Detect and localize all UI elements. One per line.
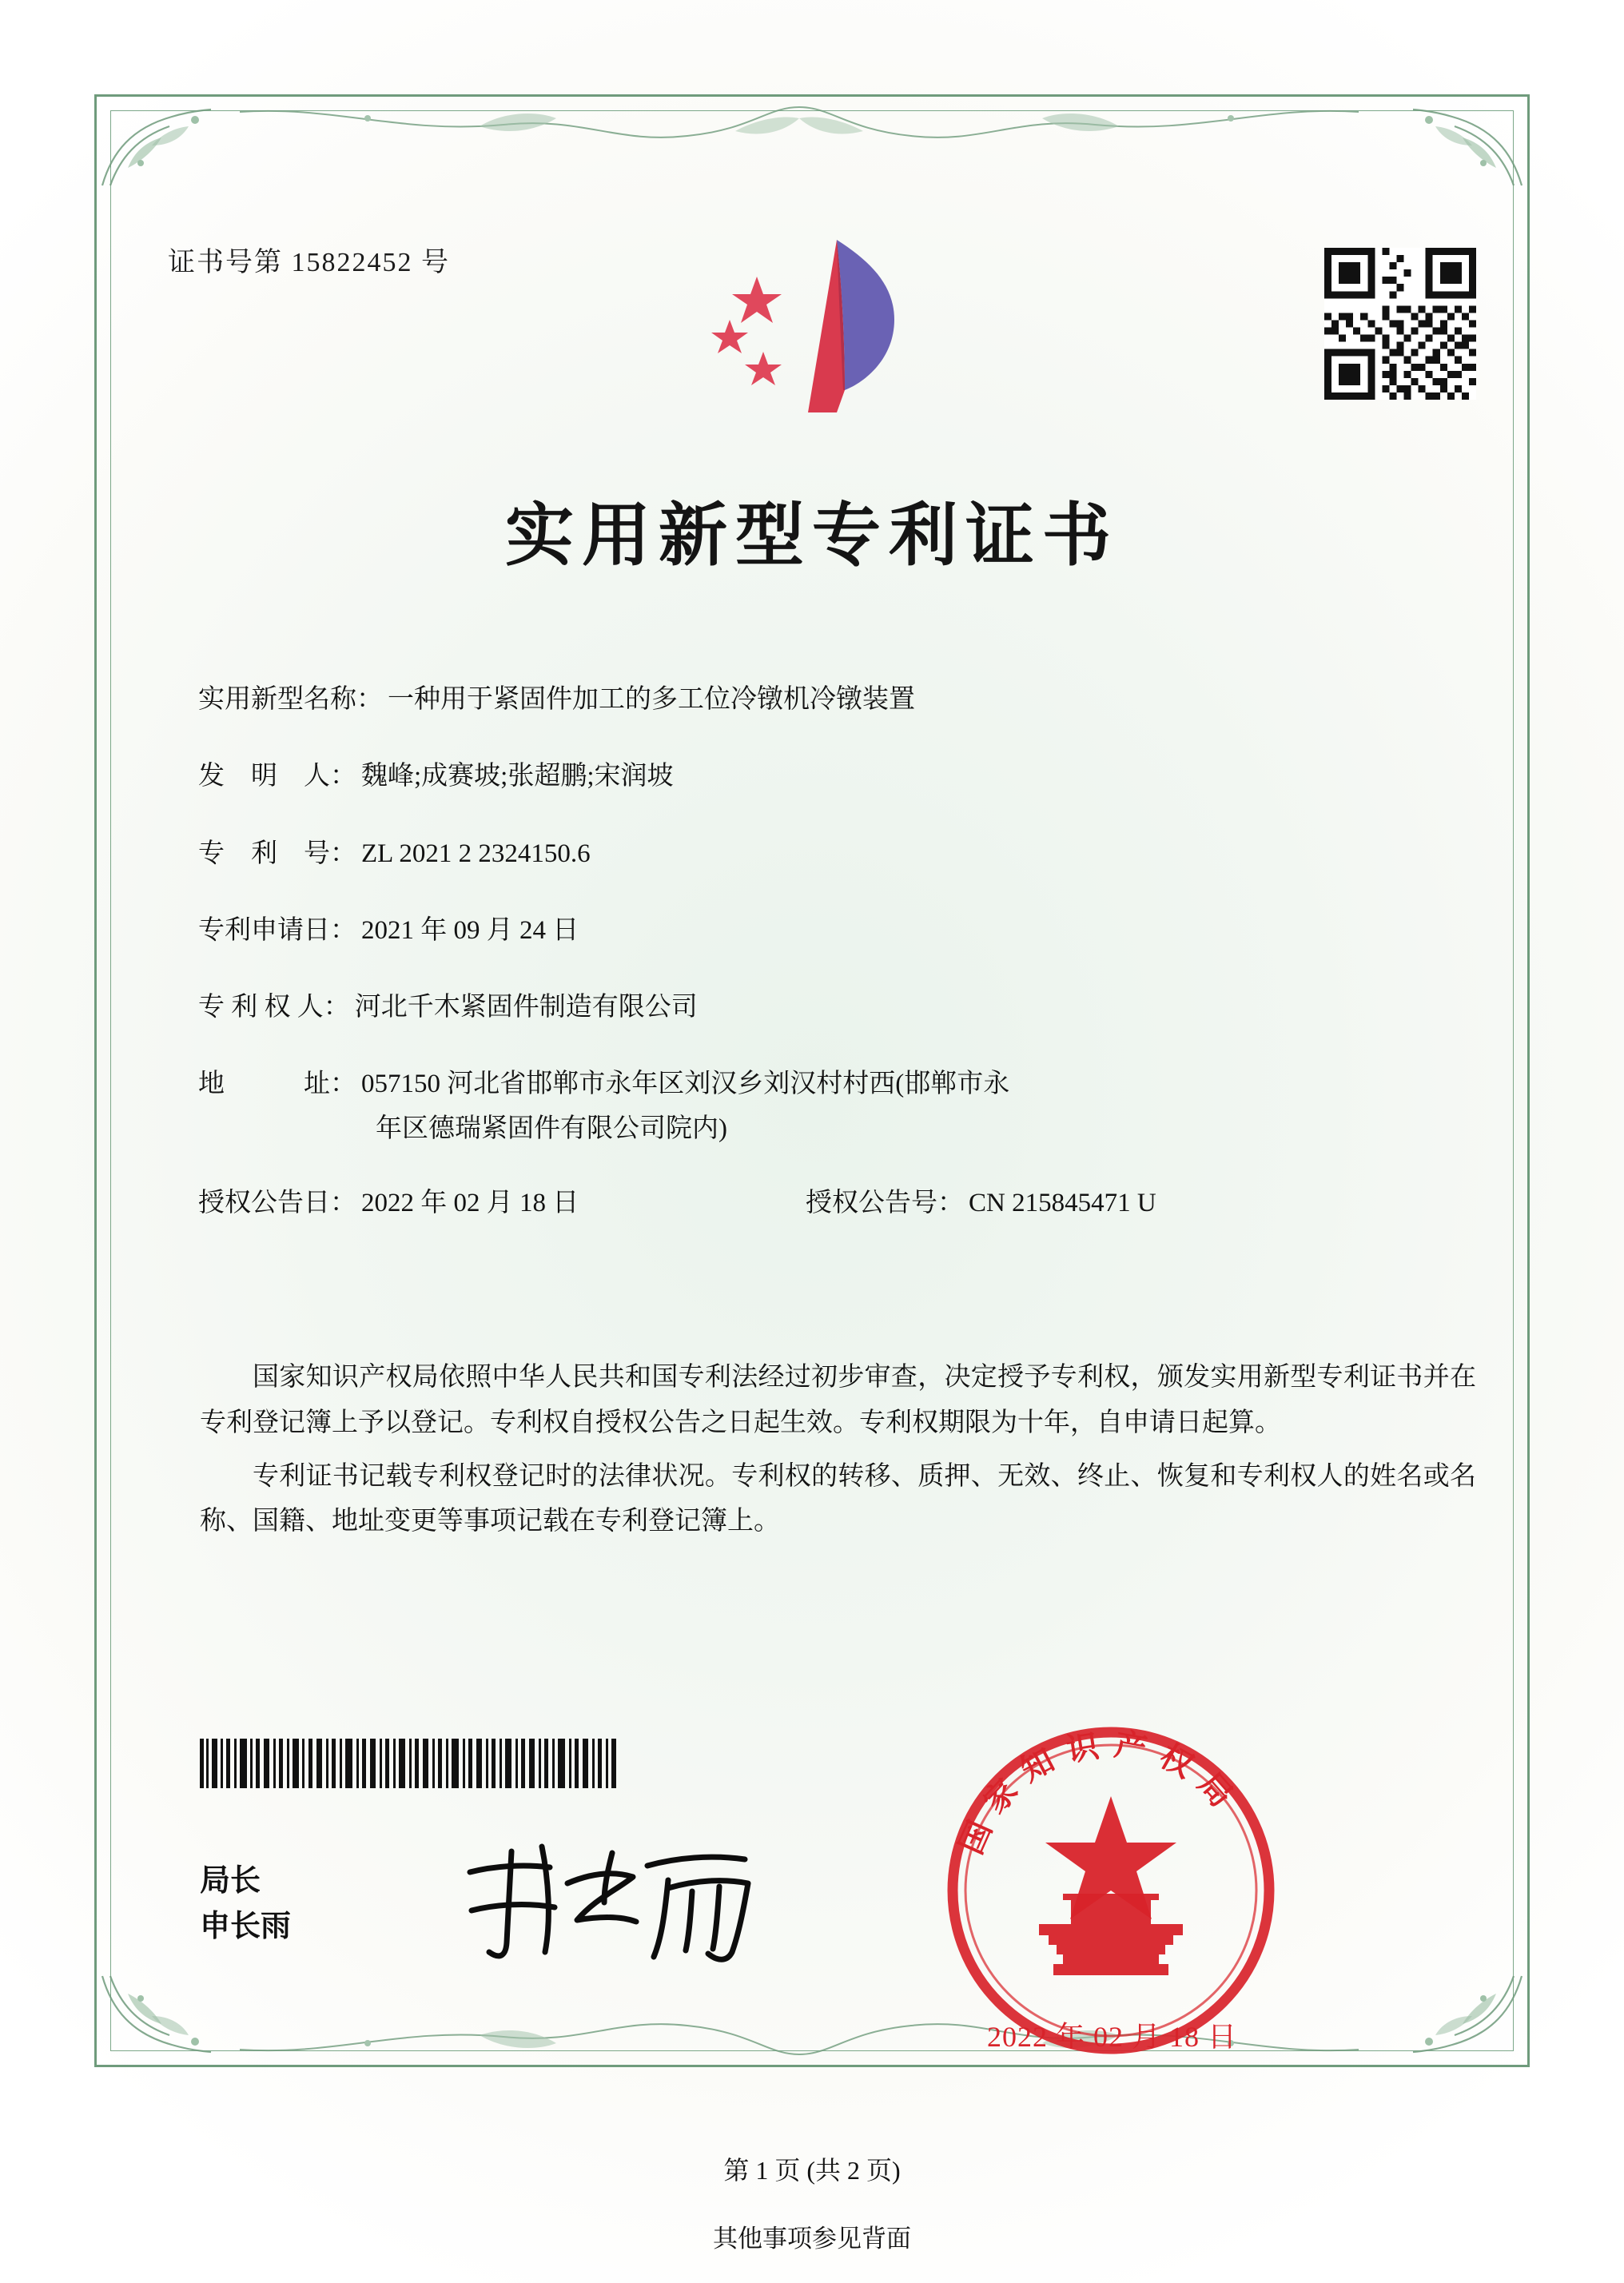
- corner-ornament-icon: [1408, 96, 1528, 192]
- page-title: 实用新型专利证书: [505, 495, 1119, 576]
- corner-ornament-icon: [1408, 1970, 1528, 2066]
- field-label: 专 利 号：: [198, 839, 356, 868]
- qr-code-icon: [1324, 248, 1476, 400]
- field-row-patent-number: [198, 838, 1464, 871]
- certificate-number: 证书号第 15822452 号: [168, 248, 450, 277]
- field-list: [198, 683, 1464, 1255]
- field-row-grant: [198, 1187, 1464, 1220]
- field-row-application-date: [198, 914, 1464, 947]
- field-row-name: [198, 683, 1464, 716]
- field-value: [356, 1068, 1464, 1145]
- field-label: 发 明 人：: [198, 762, 356, 791]
- field-label: 地 址：: [198, 1070, 356, 1099]
- grant-date-value: 2022 年 02 月 18 日: [361, 1188, 579, 1217]
- field-row-address: [198, 1068, 1464, 1145]
- field-value: ZL 2021 2 2324150.6: [361, 839, 591, 868]
- legal-paragraph: 国家知识产权局依照中华人民共和国专利法经过初步审查，决定授予专利权，颁发实用新型专利证书并在专利登记簿上予以登记。专利权自授权公告之日起生效。专利权期限为十年，自申请日起算。: [200, 1363, 1476, 1437]
- legal-paragraph: 专利证书记载专利权登记时的法律状况。专利权的转移、质押、无效、终止、恢复和专利权人的姓名或名称、国籍、地址变更等事项记载在专利登记簿上。: [200, 1461, 1476, 1536]
- official-red-seal-icon: [943, 1723, 1279, 2058]
- cnipa-star-p-logo-icon: [680, 230, 944, 430]
- grant-number-label: 授权公告号：: [806, 1188, 964, 1217]
- corner-ornament-icon: [96, 1970, 216, 2066]
- grant-date-label: 授权公告日：: [198, 1188, 356, 1217]
- field-value: 一种用于紧固件加工的多工位冷镦机冷镦装置: [388, 685, 915, 714]
- grant-number-value: CN 215845471 U: [969, 1188, 1156, 1217]
- director-name: 申长雨: [200, 1910, 292, 1943]
- grant-number-group: [806, 1187, 1464, 1220]
- seal-date: 2022 年 02 月 18 日: [987, 2021, 1238, 2053]
- field-label: 专利申请日：: [198, 915, 356, 945]
- back-note: 其他事项参见背面: [713, 2225, 911, 2253]
- signature-block: [200, 1859, 291, 1950]
- address-line-2: 年区德瑞紧固件有限公司院内): [376, 1114, 727, 1143]
- barcode-icon: [200, 1739, 623, 1788]
- corner-ornament-icon: [96, 96, 216, 192]
- field-value: 河北千木紧固件制造有限公司: [354, 993, 698, 1022]
- address-line-1: 057150 河北省邯郸市永年区刘汉乡刘汉村村西(邯郸市永: [361, 1070, 1010, 1099]
- svg-text:国家知识产权局: 国家知识产权局: [952, 1725, 1249, 1860]
- field-value: 魏峰;成赛坡;张超鹏;宋润坡: [361, 762, 674, 791]
- director-title: 局长: [200, 1864, 261, 1898]
- handwritten-signature-icon: [448, 1831, 799, 1974]
- field-value: 2021 年 09 月 24 日: [361, 915, 579, 945]
- field-label: 实用新型名称：: [198, 685, 383, 714]
- field-label: 专 利 权 人：: [198, 993, 350, 1022]
- field-row-patentee: [198, 991, 1464, 1024]
- page-indicator: 第 1 页 (共 2 页): [723, 2156, 901, 2185]
- field-row-inventors: [198, 760, 1464, 793]
- grant-date-group: [198, 1187, 806, 1220]
- top-vine-ornament-icon: [240, 98, 1359, 161]
- legal-text-block: [200, 1355, 1476, 1552]
